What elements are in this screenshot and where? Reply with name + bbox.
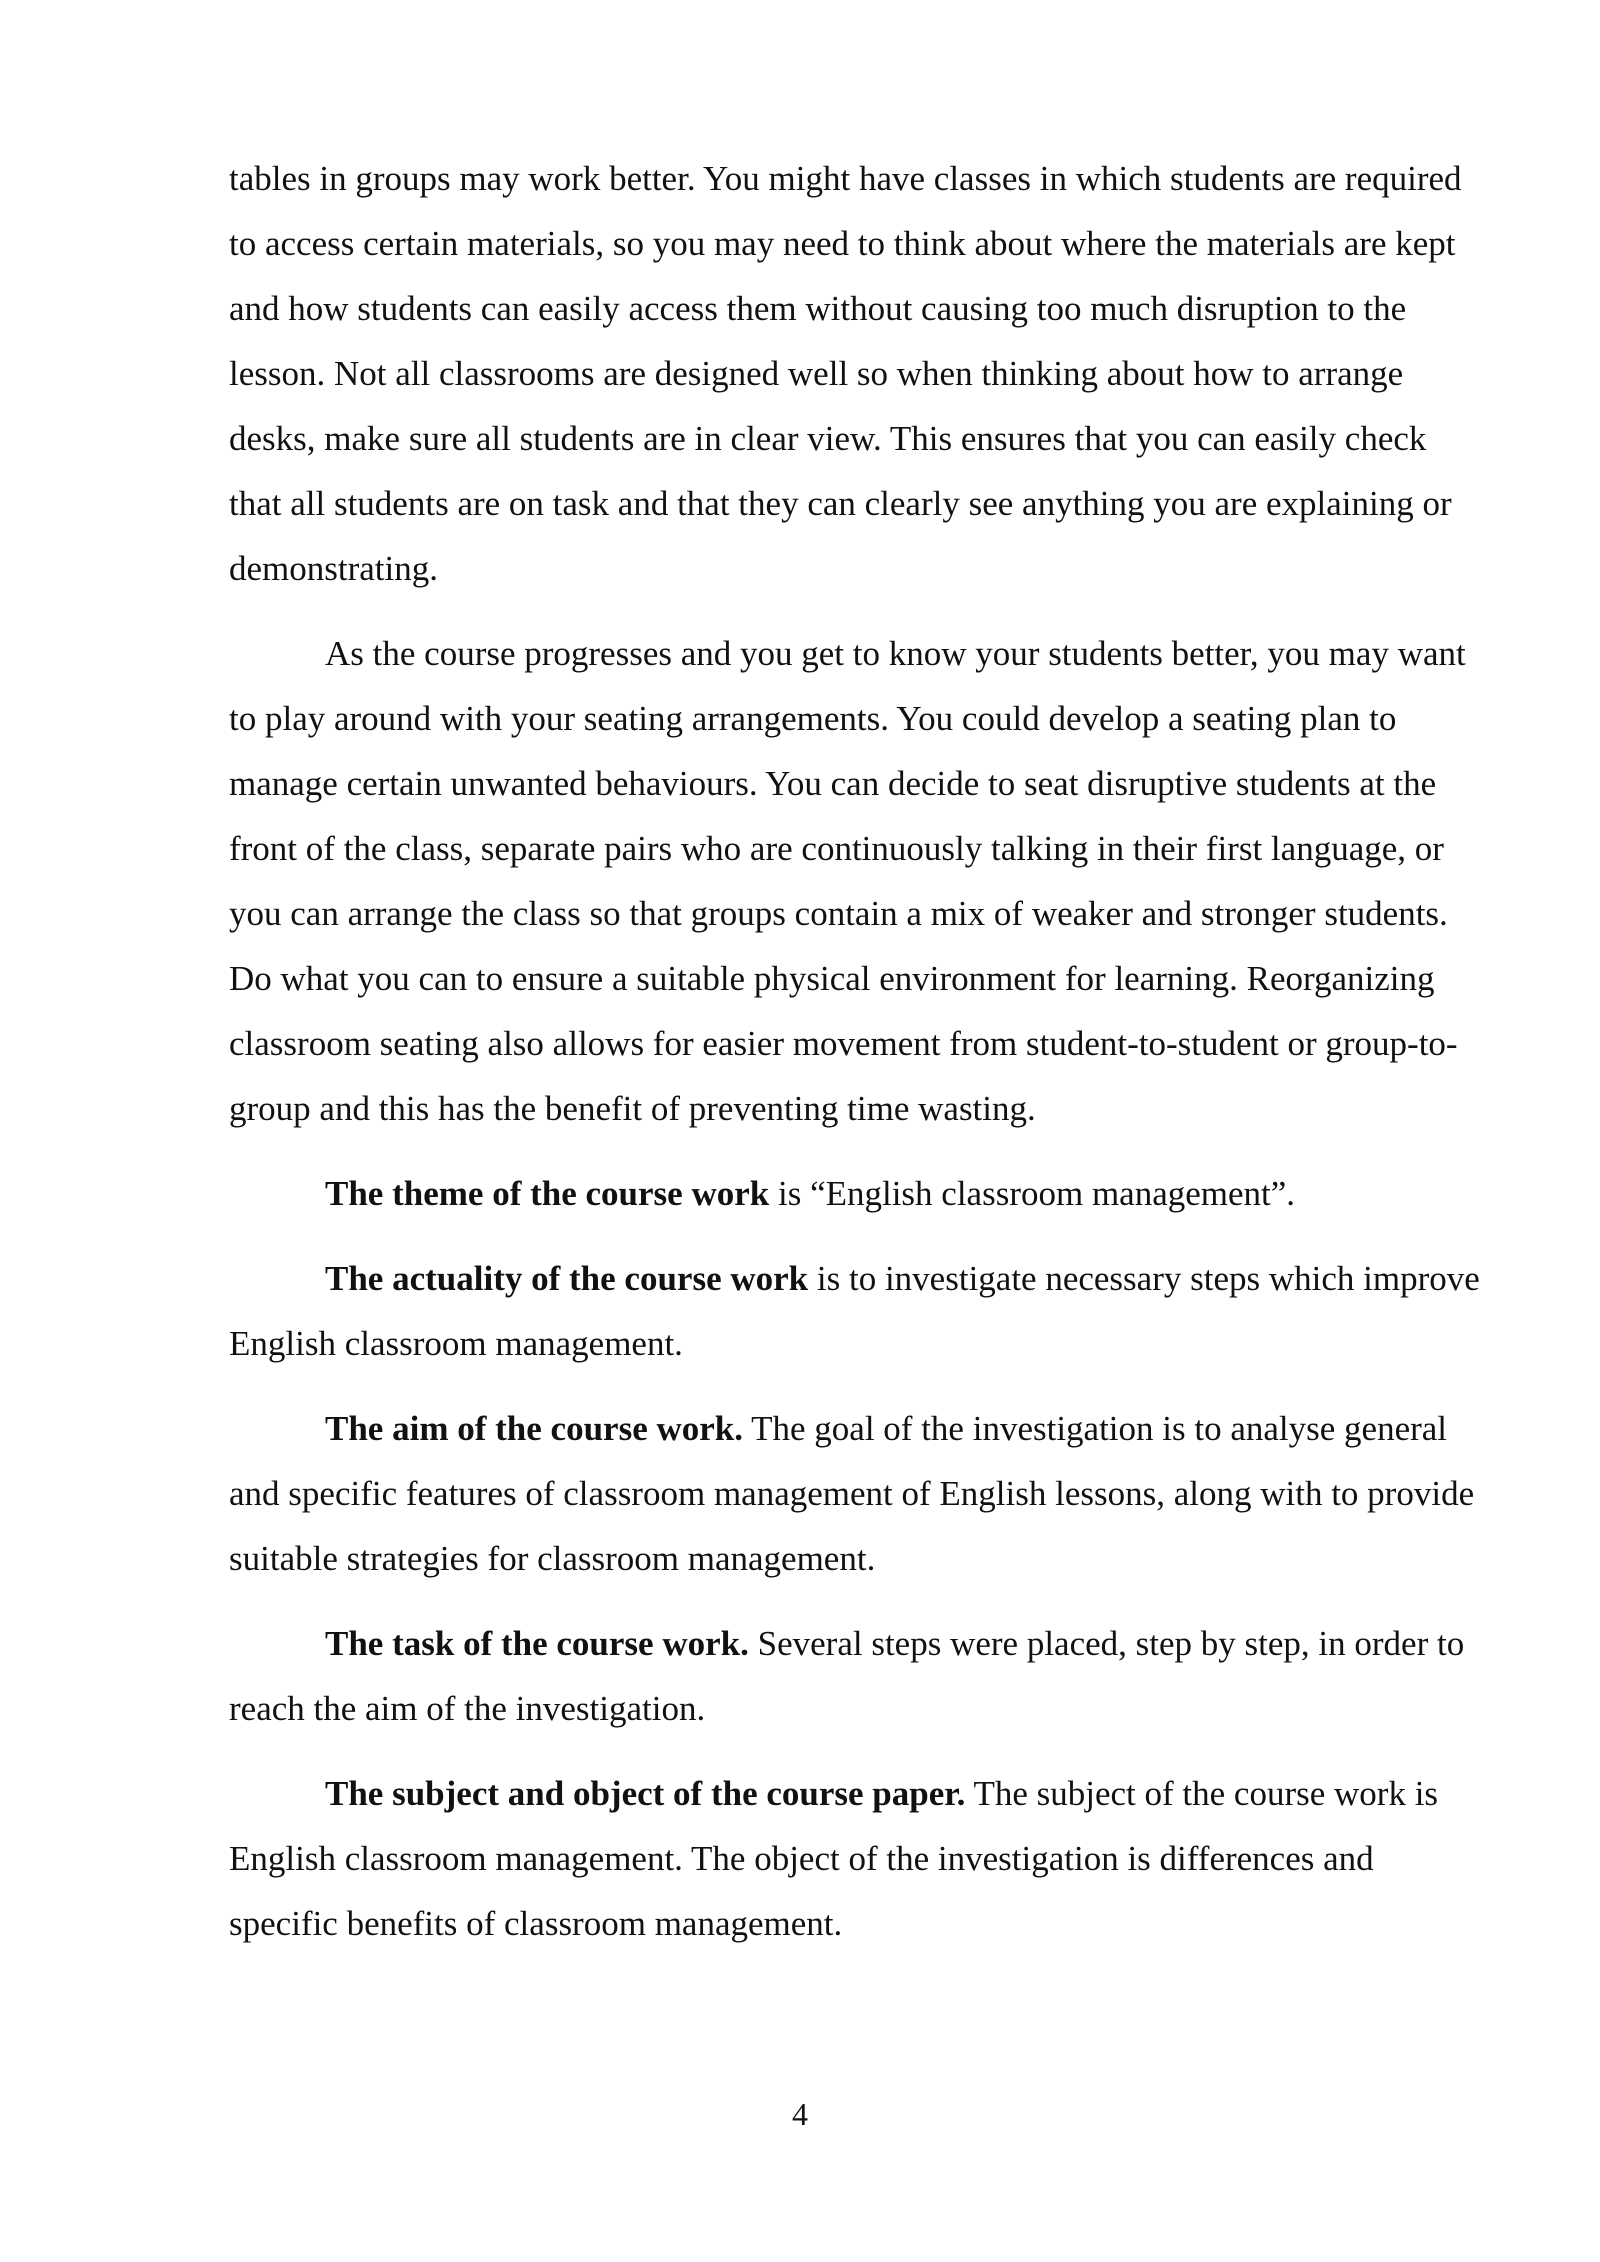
paragraph-lead: The actuality of the course work [325,1259,809,1298]
paragraph-theme [229,1161,1485,1226]
paragraph-aim [229,1396,1485,1591]
paragraph-seating-materials [229,146,1485,601]
body-text [229,146,1485,1976]
paragraph-subject-object [229,1761,1485,1956]
paragraph-lead: The task of the course work. [325,1624,749,1663]
paragraph-seating-arrangements [229,621,1485,1141]
paragraph-text: The subject of the course work is English classroom management. The object of the investigation is differences and specific benefits of classroom management. [229,1774,1439,1943]
paragraph-text: is “English classroom management”. [769,1174,1296,1213]
paragraph-text: As the course progresses and you get to know your students better, you may want to play around with your seating arrangements. You could develop a seating plan to manage certain unwanted behaviours. You can decide to seat disruptive students at the front of the class, separate pairs who are continuously talking in their first language, or you can arrange the class so that groups contain a mix of weaker and stronger students. Do what you can to ensure a suitable physical environment for learning. Reorganizing classroom seating also allows for easier movement from student-to-student or group-to-group and this has the benefit of preventing time wasting. [229,634,1466,1128]
paragraph-text: tables in groups may work better. You might have classes in which students are required to access certain materials, so you may need to think about where the materials are kept and how students can easily access them without causing too much disruption to the lesson. Not all classrooms are designed well so when thinking about how to arrange desks, make sure all students are in clear view. This ensures that you can easily check that all students are on task and that they can clearly see anything you are explaining or demonstrating. [229,159,1462,588]
paragraph-text: Several steps were placed, step by step, in order to reach the aim of the investigation. [229,1624,1465,1728]
paragraph-lead: The theme of the course work [325,1174,770,1213]
paragraph-actuality [229,1246,1485,1376]
page-number: 4 [792,2096,808,2132]
paragraph-text: is to investigate necessary steps which improve English classroom management. [229,1259,1480,1363]
paragraph-task [229,1611,1485,1741]
paragraph-lead: The aim of the course work. [325,1409,744,1448]
paragraph-text: The goal of the investigation is to analyse general and specific features of classroom management of English lessons, along with to provide suitable strategies for classroom management. [229,1409,1475,1578]
paragraph-lead: The subject and object of the course paper. [325,1774,966,1813]
